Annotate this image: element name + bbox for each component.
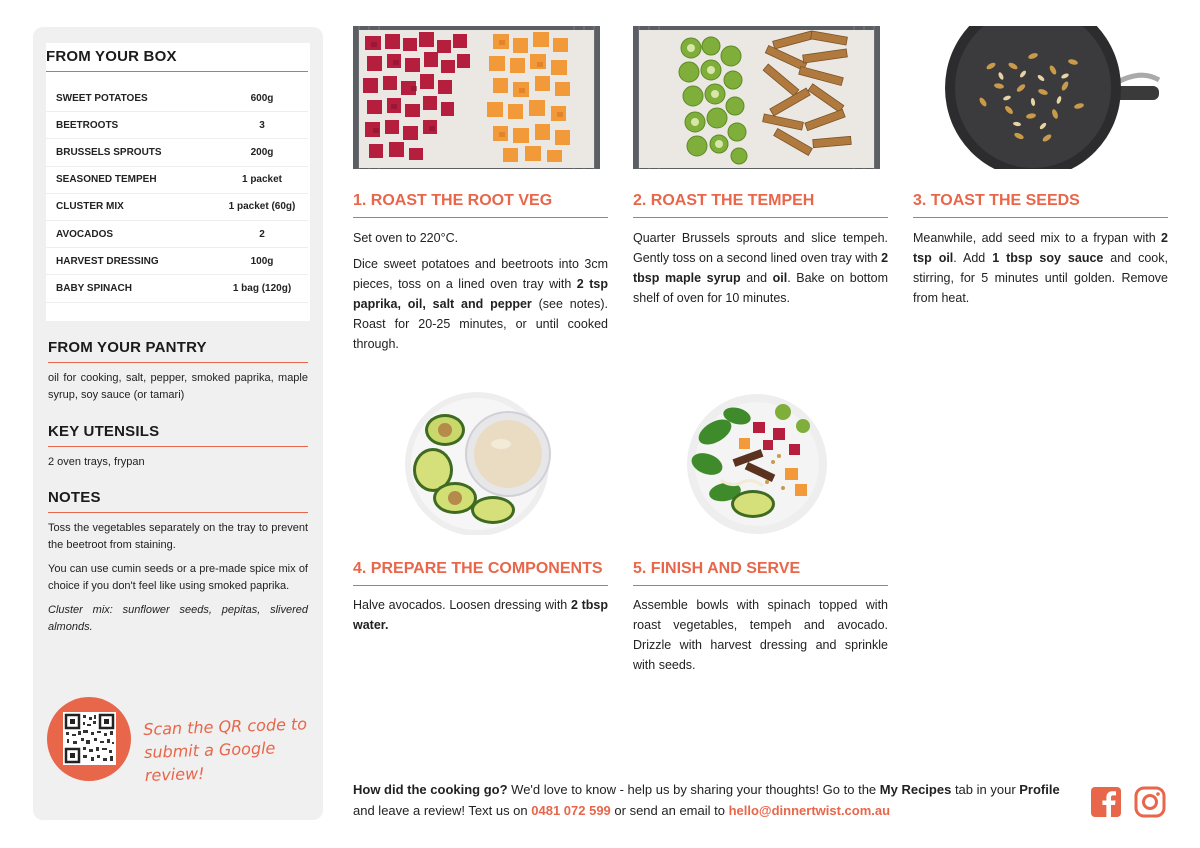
step-bold-text: 2 tbsp maple syrup — [633, 251, 889, 285]
step-text: . Bake on bottom shelf of oven for 10 minutes. — [633, 271, 888, 305]
roast-root-veg-photo — [353, 26, 600, 169]
ingredient-name: BEETROOTS — [46, 112, 216, 139]
feedback-footer — [353, 779, 1073, 821]
footer-text: or send an email to — [610, 803, 729, 818]
notes-title: NOTES — [48, 489, 308, 513]
step-2-title: 2. ROAST THE TEMPEH — [633, 192, 888, 218]
step-paragraph — [633, 595, 888, 675]
ingredient-name: AVOCADOS — [46, 220, 216, 247]
step-4-body — [353, 595, 608, 641]
step-2 — [633, 26, 889, 305]
qr-code-icon[interactable] — [63, 712, 116, 765]
ingredient-qty: 1 packet (60g) — [216, 193, 308, 220]
step-1-body — [353, 228, 608, 360]
step-5-body — [633, 595, 888, 681]
note-item: Toss the vegetables separately on the tray to prevent the beetroot from staining. — [48, 522, 308, 551]
step-text: (see notes). Roast for 20-25 minutes, or until cooked through. — [353, 297, 608, 351]
footer-bold-text: Profile — [1019, 782, 1060, 797]
step-text: Dice sweet potatoes and beetroots into 3cm pieces, toss on a lined oven tray with — [353, 257, 608, 291]
ingredient-name: SWEET POTATOES — [46, 85, 216, 112]
ingredient-name: BABY SPINACH — [46, 275, 216, 302]
toast-seeds-photo — [913, 26, 1160, 169]
ingredient-qty: 2 — [216, 220, 308, 247]
ingredient-name: HARVEST DRESSING — [46, 248, 216, 275]
step-text: Halve avocados. Loosen dressing with — [353, 598, 571, 612]
finish-and-serve-photo — [633, 392, 880, 535]
step-bold-text: 2 tsp paprika, oil, salt and pepper — [353, 277, 608, 311]
step-paragraph — [633, 228, 888, 308]
step-paragraph — [353, 228, 608, 248]
ingredient-name: SEASONED TEMPEH — [46, 166, 216, 193]
step-paragraph — [353, 595, 608, 635]
step-4 — [353, 392, 608, 632]
ingredient-qty: 100g — [216, 248, 308, 275]
step-text: Quarter Brussels sprouts and slice tempeh. Gently toss on a second lined oven tray with — [633, 231, 888, 265]
ingredient-name: CLUSTER MIX — [46, 193, 216, 220]
footer-text: and leave a review! Text us on — [353, 803, 532, 818]
step-text: and cook, stirring, for 5 minutes until golden. Remove from heat. — [913, 251, 1168, 305]
qr-badge — [47, 697, 131, 781]
ingredient-qty: 1 bag (120g) — [216, 275, 308, 302]
step-4-title: 4. PREPARE THE COMPONENTS — [353, 560, 608, 586]
footer-bold-text: My Recipes — [879, 782, 952, 797]
step-bold-text: 1 tbsp soy sauce — [992, 251, 1104, 265]
step-3 — [913, 26, 1168, 305]
roast-tempeh-photo — [633, 26, 880, 169]
step-5 — [633, 392, 888, 672]
footer-bold-text: How did the cooking go? — [353, 782, 508, 797]
pantry-text: oil for cooking, salt, pepper, smoked paprika, maple syrup, soy sauce (or tamari) — [48, 372, 308, 401]
step-1 — [353, 26, 608, 351]
ingredient-qty: 600g — [216, 85, 308, 112]
step-3-title: 3. TOAST THE SEEDS — [913, 192, 1168, 218]
ingredient-qty: 1 packet — [216, 166, 308, 193]
phone-link[interactable]: 0481 072 599 — [531, 803, 611, 818]
utensils-text: 2 oven trays, frypan — [48, 456, 145, 468]
from-your-box-title: FROM YOUR BOX — [46, 48, 308, 72]
footer-text: tab in your — [951, 782, 1020, 797]
ingredient-qty: 3 — [216, 112, 308, 139]
footer-text: We'd love to know - help us by sharing your thoughts! Go to the — [507, 782, 880, 797]
step-text: Assemble bowls with spinach topped with roast vegetables, tempeh and avocado. Drizzle with harvest dressing and sprinkle with seeds. — [633, 598, 888, 672]
instagram-icon[interactable] — [1134, 786, 1166, 823]
utensils-title: KEY UTENSILS — [48, 423, 308, 447]
step-bold-text: 2 tbsp water. — [353, 598, 608, 632]
step-paragraph — [353, 254, 608, 354]
note-item: You can use cumin seeds or a pre-made spice mix of choice if you don't feel like using smoked paprika. — [48, 563, 308, 592]
note-cluster-mix: Cluster mix: sunflower seeds, pepitas, slivered almonds. — [48, 604, 308, 633]
prepare-components-photo — [353, 392, 600, 535]
step-3-body — [913, 228, 1168, 314]
pantry-title: FROM YOUR PANTRY — [48, 339, 308, 363]
facebook-icon[interactable] — [1090, 786, 1122, 823]
step-paragraph — [913, 228, 1168, 308]
qr-review-text: Scan the QR code to submit a Google review! — [142, 714, 308, 785]
step-text: Set oven to 220°C. — [353, 231, 459, 245]
step-5-title: 5. FINISH AND SERVE — [633, 560, 888, 586]
step-bold-text: 2 tsp oil — [913, 231, 1168, 265]
step-1-title: 1. ROAST THE ROOT VEG — [353, 192, 608, 218]
step-2-body — [633, 228, 888, 314]
step-text: . Add — [953, 251, 993, 265]
ingredient-qty: 200g — [216, 139, 308, 166]
qr-area — [33, 0, 323, 848]
step-text: and — [740, 271, 773, 285]
step-bold-text: oil — [772, 271, 788, 285]
step-text: Meanwhile, add seed mix to a frypan with — [913, 231, 1162, 245]
email-link[interactable]: hello@dinnertwist.com.au — [728, 803, 891, 818]
ingredient-name: BRUSSELS SPROUTS — [46, 139, 216, 166]
